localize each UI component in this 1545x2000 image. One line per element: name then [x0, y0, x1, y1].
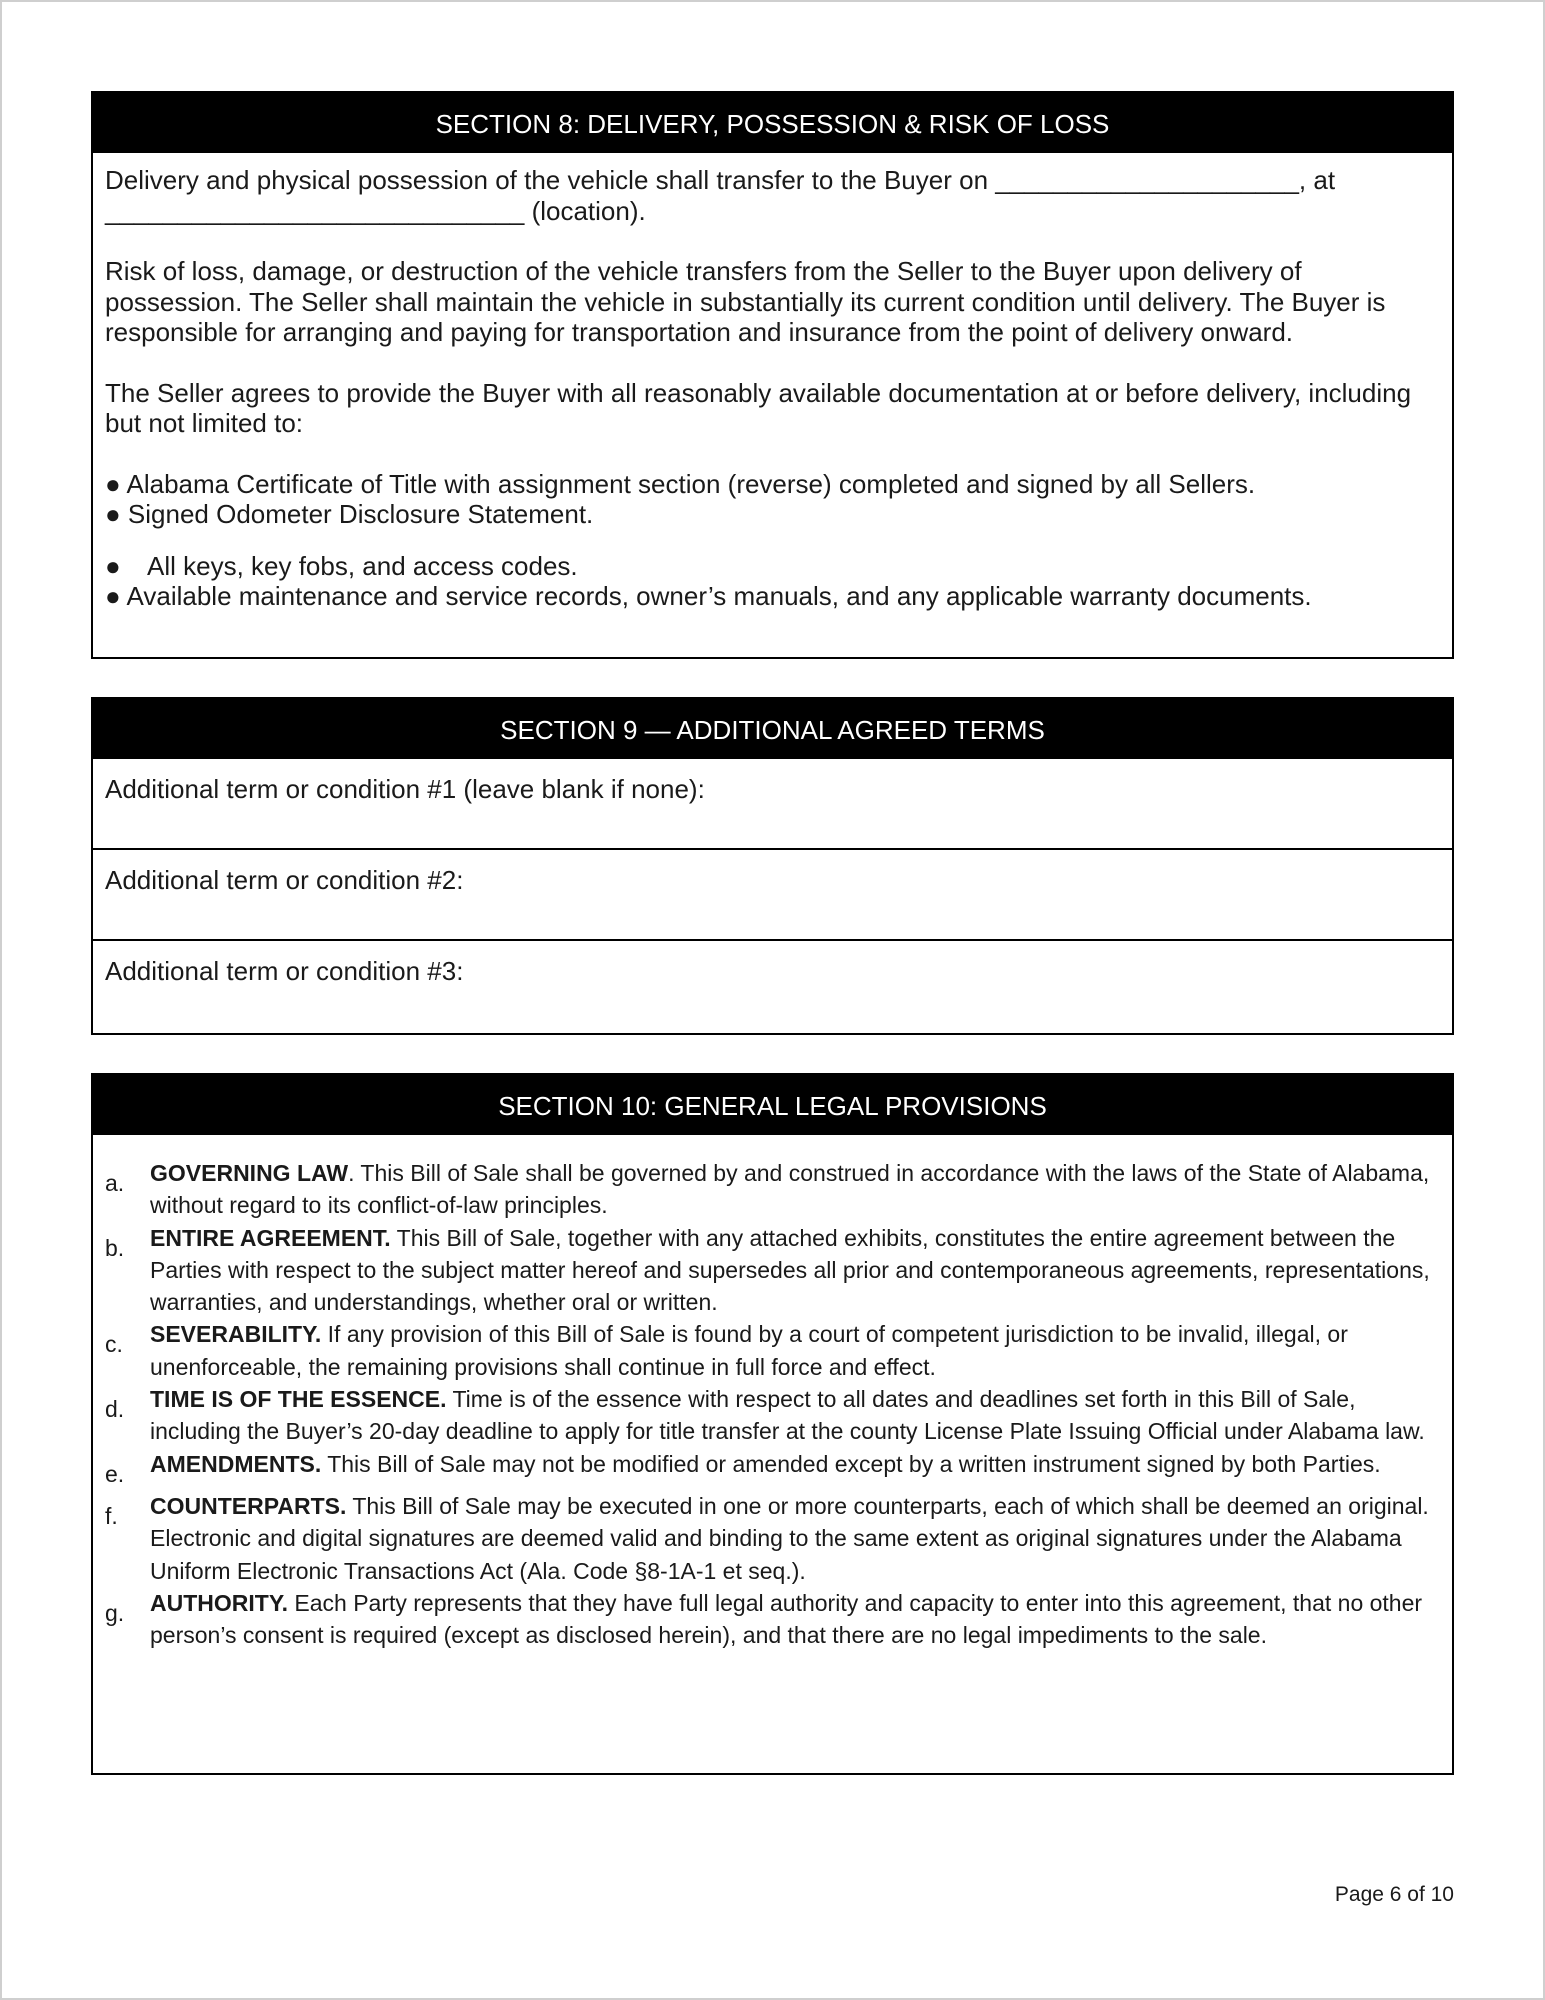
section-8-body — [93, 153, 1452, 612]
provision-text: If any provision of this Bill of Sale is found by a court of competent jurisdiction to be invalid, illegal, or unenforceable, the remaining provisions shall continue in full force and effect. — [150, 1321, 1348, 1380]
additional-term-3[interactable]: Additional term or condition #3: — [105, 956, 464, 986]
provision-item — [105, 1157, 1440, 1222]
bullet-gap — [105, 530, 1440, 551]
provision-text: Each Party represents that they have full legal authority and capacity to enter into this agreement, that no other person’s consent is required (except as disclosed herein), and that there are no legal impediments to the sale. — [150, 1589, 1423, 1649]
provision-body — [150, 1490, 1440, 1587]
provision-letter: a. — [105, 1170, 125, 1196]
provision-body — [150, 1587, 1440, 1652]
provision-item — [105, 1222, 1440, 1319]
provision-letter: c. — [105, 1331, 123, 1358]
provision-item — [105, 1490, 1440, 1587]
provision-text: Time is of the essence with respect to all dates and deadlines set forth in this Bill of Sale, including the Buyer’s 20-day deadline to apply for title transfer at the county License Plate Issuing Official under Alabama law. — [150, 1386, 1425, 1445]
provision-title: SEVERABILITY. — [150, 1321, 322, 1348]
section-10-box — [91, 1073, 1454, 1775]
provision-item — [105, 1318, 1440, 1383]
bullet-icon: ● — [105, 550, 121, 581]
provision-title: GOVERNING LAW — [150, 1160, 349, 1186]
provision-text: . This Bill of Sale shall be governed by and construed in accordance with the laws of the State of Alabama, without regard to its conflict-of-law principles. — [150, 1160, 1430, 1219]
provision-text: This Bill of Sale, together with any attached exhibits, constitutes the entire agreement between the Parties with respect to the subject matter hereof and supersedes all prior and contemporaneous agreements, representations, warranties, and understandings, whether oral or written. — [150, 1224, 1430, 1316]
provision-item — [105, 1383, 1440, 1448]
additional-term-2[interactable]: Additional term or condition #2: — [93, 850, 1452, 941]
provisions-list — [93, 1135, 1452, 1651]
documentation-paragraph: The Seller agrees to provide the Buyer with all reasonably available documentation at or before delivery, including but not limited to: — [105, 377, 1412, 438]
provision-letter: e. — [105, 1460, 125, 1487]
provision-title: ENTIRE AGREEMENT. — [150, 1224, 391, 1251]
provision-body — [150, 1157, 1440, 1222]
provision-letter: f. — [105, 1502, 118, 1529]
provision-item — [105, 1587, 1440, 1652]
bullet-item: ● Signed Odometer Disclosure Statement. — [105, 499, 594, 529]
section-9-heading: SECTION 9 — ADDITIONAL AGREED TERMS — [93, 699, 1452, 759]
provision-letter: g. — [105, 1599, 125, 1626]
section-8-heading: SECTION 8: DELIVERY, POSSESSION & RISK OF LOSS — [93, 93, 1452, 153]
provision-text: This Bill of Sale may be executed in one or more counterparts, each of which shall be deemed an original. Electronic and digital signatures are deemed valid and binding to the same extent as original signatures under the Alabama Uniform Electronic Transactions Act (Ala. Code §8-1A-1 et seq.). — [150, 1492, 1429, 1584]
additional-term-1[interactable]: Additional term or condition #1 (leave blank if none): — [93, 759, 1452, 850]
provision-letter: d. — [105, 1396, 125, 1423]
provision-body — [150, 1318, 1440, 1383]
provision-title: COUNTERPARTS. — [150, 1492, 347, 1519]
provision-body — [150, 1222, 1440, 1319]
section-10-heading: SECTION 10: GENERAL LEGAL PROVISIONS — [93, 1075, 1452, 1135]
provision-title: AUTHORITY. — [150, 1589, 288, 1616]
provision-title: AMENDMENTS. — [150, 1450, 322, 1477]
bullet-item — [105, 551, 1440, 582]
bullet-text: All keys, key fobs, and access codes. — [147, 550, 578, 581]
delivery-paragraph: Delivery and physical possession of the vehicle shall transfer to the Buyer on _____________________, at _____________________________ (location). — [105, 165, 1336, 226]
provision-letter: b. — [105, 1234, 125, 1261]
bullet-item: ● Alabama Certificate of Title with assignment section (reverse) completed and signed by all Sellers. — [105, 468, 1256, 499]
page-number: Page 6 of 10 — [1334, 1883, 1454, 1906]
provision-title: TIME IS OF THE ESSENCE. — [150, 1386, 447, 1413]
risk-of-loss-paragraph: Risk of loss, damage, or destruction of the vehicle transfers from the Seller to the Buyer upon delivery of possession. The Seller shall maintain the vehicle in substantially its current condition until delivery. The Buyer is responsible for arranging and paying for transportation and insurance from the point of delivery onward. — [105, 256, 1386, 347]
provision-text: This Bill of Sale may not be modified or amended except by a written instrument signed by both Parties. — [321, 1450, 1381, 1477]
provision-item — [105, 1448, 1440, 1490]
section-9-box — [91, 697, 1454, 1035]
section-8-box — [91, 91, 1454, 659]
bullet-item: ● Available maintenance and service records, owner’s manuals, and any applicable warranty documents. — [105, 581, 1312, 611]
provision-body — [150, 1448, 1440, 1490]
provision-body — [150, 1383, 1440, 1448]
